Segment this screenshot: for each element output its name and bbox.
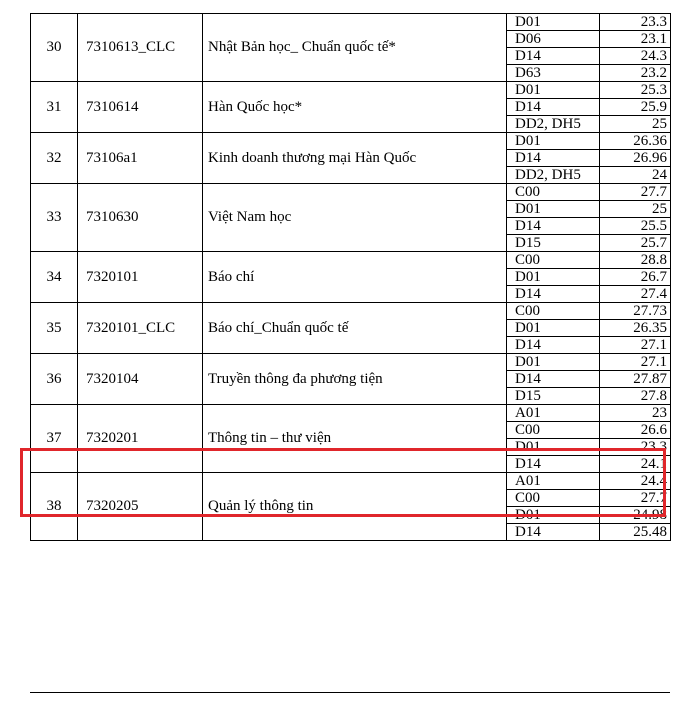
- major-code: 7310630: [78, 184, 203, 252]
- cutoff-score: 25.48: [600, 524, 671, 541]
- cutoff-score: 25.7: [600, 235, 671, 252]
- subject-combination: C00: [507, 490, 600, 507]
- table-row: [31, 133, 671, 150]
- major-code: 7320205: [78, 473, 203, 541]
- subject-combination: D06: [507, 31, 600, 48]
- cutoff-score: 24.4: [600, 473, 671, 490]
- major-name: Hàn Quốc học*: [203, 82, 507, 133]
- major-code: 7310614: [78, 82, 203, 133]
- cutoff-score: 27.1: [600, 354, 671, 371]
- subject-combination: D01: [507, 201, 600, 218]
- row-number: 31: [31, 82, 78, 133]
- cutoff-score: 28.8: [600, 252, 671, 269]
- cutoff-score: 24.98: [600, 507, 671, 524]
- cutoff-score: 27.1: [600, 337, 671, 354]
- cutoff-score: 26.35: [600, 320, 671, 337]
- cutoff-score: 27.7: [600, 184, 671, 201]
- cutoff-score: 24.1: [600, 456, 671, 473]
- major-code: 7320201: [78, 405, 203, 473]
- cutoff-score: 25.9: [600, 99, 671, 116]
- major-name: Thông tin – thư viện: [203, 405, 507, 473]
- subject-combination: D01: [507, 320, 600, 337]
- cutoff-score: 25: [600, 201, 671, 218]
- subject-combination: D14: [507, 99, 600, 116]
- major-name: Truyền thông đa phương tiện: [203, 354, 507, 405]
- major-name: Việt Nam học: [203, 184, 507, 252]
- subject-combination: D15: [507, 388, 600, 405]
- row-number: 36: [31, 354, 78, 405]
- row-number: 38: [31, 473, 78, 541]
- major-name: Quản lý thông tin: [203, 473, 507, 541]
- subject-combination: D63: [507, 65, 600, 82]
- cutoff-score: 25: [600, 116, 671, 133]
- admission-score-table: [30, 13, 670, 693]
- table-row: [31, 252, 671, 269]
- cutoff-score: 25.3: [600, 82, 671, 99]
- cutoff-score: 26.96: [600, 150, 671, 167]
- cutoff-score: 27.4: [600, 286, 671, 303]
- table-row: [31, 82, 671, 99]
- row-number: 37: [31, 405, 78, 473]
- row-number: 33: [31, 184, 78, 252]
- major-code: 7310613_CLC: [78, 14, 203, 82]
- cutoff-score: 23.2: [600, 65, 671, 82]
- subject-combination: D14: [507, 371, 600, 388]
- cutoff-score: 27.8: [600, 388, 671, 405]
- subject-combination: D14: [507, 218, 600, 235]
- subject-combination: A01: [507, 405, 600, 422]
- table-row: [31, 14, 671, 31]
- cutoff-score: 24: [600, 167, 671, 184]
- subject-combination: D14: [507, 524, 600, 541]
- cutoff-score: 23.3: [600, 439, 671, 456]
- major-code: 7320104: [78, 354, 203, 405]
- major-name: Nhật Bản học_ Chuẩn quốc tế*: [203, 14, 507, 82]
- subject-combination: C00: [507, 303, 600, 320]
- table-bottom-rule: [30, 692, 670, 693]
- cutoff-score: 24.3: [600, 48, 671, 65]
- subject-combination: D14: [507, 48, 600, 65]
- cutoff-score: 26.36: [600, 133, 671, 150]
- table-row: [31, 184, 671, 201]
- major-name: Kinh doanh thương mại Hàn Quốc: [203, 133, 507, 184]
- cutoff-score: 27.7: [600, 490, 671, 507]
- subject-combination: C00: [507, 252, 600, 269]
- row-number: 34: [31, 252, 78, 303]
- subject-combination: D01: [507, 269, 600, 286]
- major-code: 7320101_CLC: [78, 303, 203, 354]
- cutoff-score: 23: [600, 405, 671, 422]
- subject-combination: C00: [507, 422, 600, 439]
- cutoff-score: 26.6: [600, 422, 671, 439]
- row-number: 32: [31, 133, 78, 184]
- table-row: [31, 405, 671, 422]
- row-number: 30: [31, 14, 78, 82]
- major-name: Báo chí_Chuẩn quốc tế: [203, 303, 507, 354]
- cutoff-score: 25.5: [600, 218, 671, 235]
- subject-combination: D01: [507, 133, 600, 150]
- table-body: [31, 14, 671, 541]
- subject-combination: A01: [507, 473, 600, 490]
- major-code: 73106a1: [78, 133, 203, 184]
- subject-combination: D01: [507, 439, 600, 456]
- subject-combination: D01: [507, 354, 600, 371]
- subject-combination: D15: [507, 235, 600, 252]
- table-row: [31, 303, 671, 320]
- table-row: [31, 473, 671, 490]
- table-row: [31, 354, 671, 371]
- subject-combination: D14: [507, 286, 600, 303]
- cutoff-score: 27.73: [600, 303, 671, 320]
- row-number: 35: [31, 303, 78, 354]
- major-code: 7320101: [78, 252, 203, 303]
- subject-combination: D14: [507, 337, 600, 354]
- subject-combination: DD2, DH5: [507, 116, 600, 133]
- major-name: Báo chí: [203, 252, 507, 303]
- subject-combination: C00: [507, 184, 600, 201]
- cutoff-score: 27.87: [600, 371, 671, 388]
- subject-combination: D14: [507, 456, 600, 473]
- cutoff-score: 23.1: [600, 31, 671, 48]
- subject-combination: D01: [507, 14, 600, 31]
- subject-combination: DD2, DH5: [507, 167, 600, 184]
- subject-combination: D14: [507, 150, 600, 167]
- subject-combination: D01: [507, 507, 600, 524]
- cutoff-score: 26.7: [600, 269, 671, 286]
- cutoff-score: 23.3: [600, 14, 671, 31]
- subject-combination: D01: [507, 82, 600, 99]
